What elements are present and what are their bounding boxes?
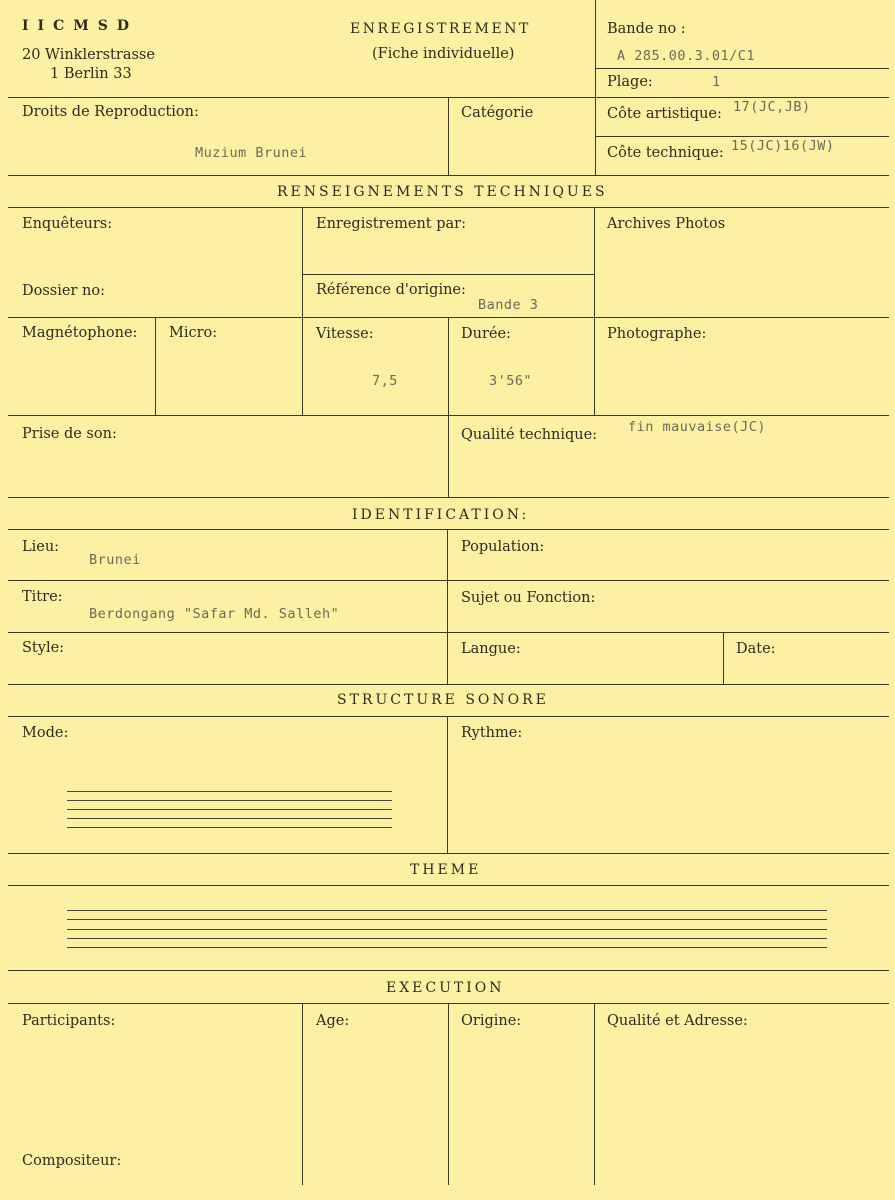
titre-label: Titre: [22, 589, 63, 605]
divider [8, 716, 889, 717]
divider [302, 1003, 303, 1185]
divider [594, 1003, 595, 1185]
divider [448, 317, 449, 415]
identification-heading: IDENTIFICATION: [352, 507, 530, 523]
staff-line [67, 929, 827, 930]
langue-label: Langue: [461, 641, 521, 657]
divider [448, 97, 449, 175]
lieu-label: Lieu: [22, 539, 60, 555]
divider [723, 632, 724, 684]
sujet-label: Sujet ou Fonction: [461, 590, 596, 606]
qualite-adresse-label: Qualité et Adresse: [607, 1013, 748, 1029]
divider [8, 970, 889, 971]
divider [447, 716, 448, 853]
technique-heading: RENSEIGNEMENTS TECHNIQUES [277, 184, 608, 200]
divider [8, 885, 889, 886]
divider [8, 580, 889, 581]
rythme-label: Rythme: [461, 725, 523, 741]
origine-label: Origine: [461, 1013, 522, 1029]
divider [8, 632, 889, 633]
staff-line [67, 938, 827, 939]
divider [448, 1003, 449, 1185]
org-logo: IICMSD [22, 18, 138, 34]
duree-label: Durée: [461, 326, 511, 342]
enregistrement-par-label: Enregistrement par: [316, 216, 466, 232]
mode-label: Mode: [22, 725, 69, 741]
participants-label: Participants: [22, 1013, 116, 1029]
vitesse-label: Vitesse: [316, 326, 374, 342]
staff-line [67, 919, 827, 920]
age-label: Age: [316, 1013, 350, 1029]
staff-line [67, 809, 392, 810]
magnetophone-label: Magnétophone: [22, 325, 138, 341]
enqueteurs-label: Enquêteurs: [22, 216, 113, 232]
divider [303, 274, 594, 275]
droits-value: Muzium Brunei [195, 145, 308, 161]
divider [8, 175, 889, 176]
cote-technique-label: Côte technique: [607, 145, 724, 161]
cote-technique-value: 15(JC)16(JW) [731, 138, 835, 154]
divider [8, 497, 889, 498]
prise-de-son-label: Prise de son: [22, 426, 117, 442]
reference-value: Bande 3 [478, 297, 539, 313]
vitesse-value: 7,5 [372, 373, 398, 389]
reference-label: Référence d'origine: [316, 282, 466, 298]
execution-heading: EXECUTION [386, 980, 505, 996]
staff-line [67, 800, 392, 801]
divider [595, 0, 596, 97]
address-line-2: 1 Berlin 33 [50, 66, 132, 82]
divider [596, 136, 889, 137]
cote-artistique-value: 17(JC,JB) [733, 99, 811, 115]
divider [448, 415, 449, 497]
compositeur-label: Compositeur: [22, 1153, 122, 1169]
dossier-label: Dossier no: [22, 283, 105, 299]
staff-line [67, 910, 827, 911]
micro-label: Micro: [169, 325, 218, 341]
qualite-technique-value: fin mauvaise(JC) [628, 419, 767, 435]
card-subtitle: (Fiche individuelle) [372, 46, 515, 62]
divider [8, 684, 889, 685]
bande-label: Bande no : [607, 21, 686, 37]
date-label: Date: [736, 641, 776, 657]
lieu-value: Brunei [89, 552, 141, 568]
titre-value: Berdongang "Safar Md. Salleh" [89, 606, 340, 622]
divider [302, 207, 303, 415]
structure-heading: STRUCTURE SONORE [337, 692, 549, 708]
divider [595, 97, 596, 175]
divider [8, 853, 889, 854]
divider [447, 529, 448, 684]
theme-heading: THEME [410, 862, 482, 878]
cote-artistique-label: Côte artistique: [607, 106, 722, 122]
divider [8, 529, 889, 530]
plage-value: 1 [712, 74, 721, 90]
photographe-label: Photographe: [607, 326, 707, 342]
droits-label: Droits de Reproduction: [22, 104, 199, 120]
staff-line [67, 818, 392, 819]
divider [596, 68, 889, 69]
plage-label: Plage: [607, 74, 653, 90]
staff-line [67, 947, 827, 948]
duree-value: 3'56" [489, 373, 533, 389]
categorie-label: Catégorie [461, 105, 534, 121]
population-label: Population: [461, 539, 545, 555]
archives-photos-label: Archives Photos [607, 216, 726, 232]
style-label: Style: [22, 640, 65, 656]
divider [8, 207, 889, 208]
staff-line [67, 827, 392, 828]
card-title: ENREGISTREMENT [350, 21, 531, 37]
bande-value: A 285.00.3.01/C1 [617, 48, 756, 64]
divider [155, 317, 156, 415]
qualite-technique-label: Qualité technique: [461, 427, 598, 443]
divider [594, 207, 595, 415]
address-line-1: 20 Winklerstrasse [22, 47, 155, 63]
staff-line [67, 791, 392, 792]
